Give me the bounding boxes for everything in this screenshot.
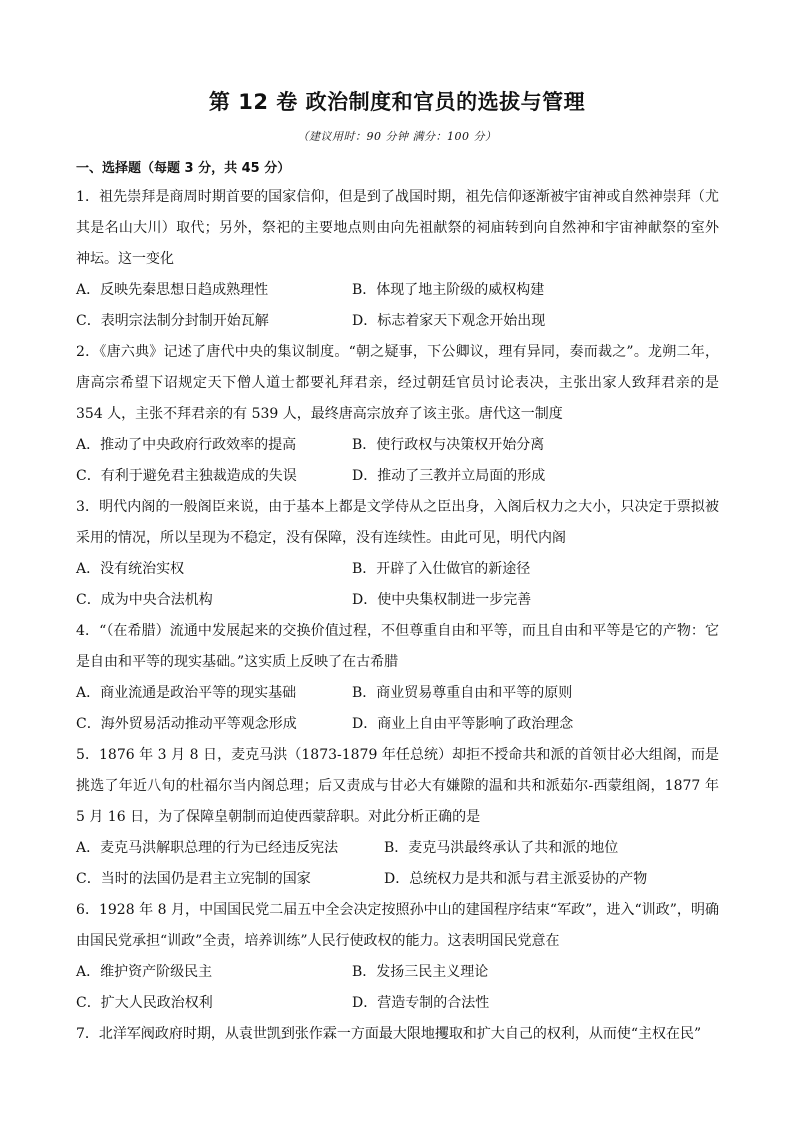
option-a: A．维护资产阶级民主 — [76, 964, 213, 980]
question-7 — [76, 1019, 719, 1050]
option-a: A．反映先秦思想日趋成熟理性 — [76, 282, 269, 298]
option-grid — [76, 678, 719, 740]
option-b: B．体现了地主阶级的威权构建 — [352, 282, 545, 298]
question-stem: 6．1928 年 8 月，中国国民党二届五中全会决定按照孙中山的建国程序结束“军政”，进入“训政”，明确由国民党承担“训政”全责，培养训练”人民行使政权的能力。这表明国民党意在 — [76, 902, 719, 949]
option-d: D．使中央集权制进一步完善 — [352, 592, 532, 608]
question-2 — [76, 337, 719, 492]
section-heading: 一、选择题（每题 3 分，共 45 分） — [76, 161, 291, 176]
question-5 — [76, 740, 719, 895]
option-c: C．成为中央合法机构 — [76, 592, 213, 608]
option-d: D．营造专制的合法性 — [352, 995, 490, 1011]
page-subtitle: （建议用时：90 分钟 满分：100 分） — [297, 130, 497, 143]
option-c: C．表明宗法制分封制开始瓦解 — [76, 313, 269, 329]
option-grid — [76, 957, 719, 1019]
option-a: A．麦克马洪解职总理的行为已经违反宪法 — [76, 840, 339, 856]
option-d: D．商业上自由平等影响了政治理念 — [352, 716, 574, 732]
option-b: B．发扬三民主义理论 — [352, 964, 489, 980]
option-grid — [76, 275, 719, 337]
option-b: B．开辟了入仕做官的新途径 — [352, 561, 531, 577]
question-1 — [76, 182, 719, 337]
option-grid — [76, 430, 719, 492]
option-grid — [76, 833, 719, 895]
question-stem: 1．祖先崇拜是商周时期首要的国家信仰，但是到了战国时期，祖先信仰逐渐被宇宙神或自然神崇拜（尤其是名山大川）取代；另外，祭祀的主要地点则由向先祖献祭的祠庙转到向自然神和宇宙神献祭的室外神坛。这一变化 — [76, 189, 719, 267]
option-b: B．使行政权与决策权开始分离 — [352, 437, 545, 453]
option-d: D．标志着家天下观念开始出现 — [352, 313, 546, 329]
question-stem: 4．“（在希腊）流通中发展起来的交换价值过程，不但尊重自由和平等，而且自由和平等是它的产物：它是自由和平等的现实基础。”这实质上反映了在古希腊 — [76, 623, 719, 670]
question-3 — [76, 492, 719, 616]
question-stem: 5．1876 年 3 月 8 日，麦克马洪（1873-1879 年任总统）却拒不授命共和派的首领甘必大组阁，而是挑选了年近八旬的杜福尔当内阁总理；后又责成与甘必大有嫌隙的温和共和派茹尔-西蒙组阁，1877 年 5 月 16 日，为了保障皇朝制而迫使西蒙辞职。对此分析正确的是 — [76, 747, 719, 825]
question-stem: 7．北洋军阀政府时期，从袁世凯到张作霖一方面最大限地攫取和扩大自己的权利，从而使“主权在民” — [76, 1026, 702, 1042]
option-b: B．麦克马洪最终承认了共和派的地位 — [384, 840, 619, 856]
option-d: D．推动了三教并立局面的形成 — [352, 468, 546, 484]
question-list — [76, 182, 719, 1050]
question-stem: 2．《唐六典》记述了唐代中央的集议制度。“朝之疑事，下公卿议，理有异同，奏而裁之”。龙朔二年，唐高宗希望下诏规定天下僧人道士都要礼拜君亲，经过朝廷官员讨论表决，主张出家人致拜君亲的是 354 人，主张不拜君亲的有 539 人，最终唐高宗放弃了该主张。唐代这一制度 — [76, 344, 719, 422]
option-a: A．没有统治实权 — [76, 561, 185, 577]
option-c: C．扩大人民政治权利 — [76, 995, 213, 1011]
option-grid — [76, 554, 719, 616]
option-c: C．有利于避免君主独裁造成的失误 — [76, 468, 297, 484]
page-title: 第 12 卷 政治制度和官员的选拔与管理 — [208, 90, 586, 114]
question-4 — [76, 616, 719, 740]
question-6 — [76, 895, 719, 1019]
option-d: D．总统权力是共和派与君主派妥协的产物 — [384, 871, 648, 887]
option-a: A．推动了中央政府行政效率的提高 — [76, 437, 297, 453]
option-a: A．商业流通是政治平等的现实基础 — [76, 685, 297, 701]
option-c: C．当时的法国仍是君主立宪制的国家 — [76, 871, 311, 887]
option-b: B．商业贸易尊重自由和平等的原则 — [352, 685, 573, 701]
option-c: C．海外贸易活动推动平等观念形成 — [76, 716, 297, 732]
question-stem: 3．明代内阁的一般阁臣来说，由于基本上都是文学侍从之臣出身，入阁后权力之大小，只决定于票拟被采用的情况，所以呈现为不稳定，没有保障，没有连续性。由此可见，明代内阁 — [76, 499, 719, 546]
